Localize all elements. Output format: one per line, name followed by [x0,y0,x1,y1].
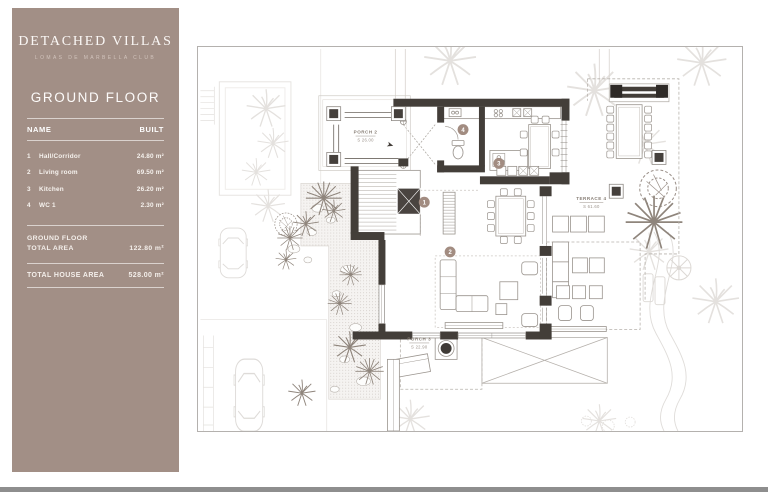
house-total [27,264,164,287]
col-built: BUILT [139,125,164,134]
porch3-label: PORCH 3 [407,336,432,342]
brand-subtitle: LOMAS DE MARBELLA CLUB [34,55,157,61]
floor-plan-panel [197,46,743,432]
area-table-rows [27,141,164,225]
col-name: NAME [27,125,52,134]
porch2-area: S 26.00 [357,137,374,143]
svg-text:3: 3 [497,161,501,168]
brand-block [12,34,179,61]
area-table-header [27,119,164,140]
svg-text:1: 1 [422,200,426,207]
divider [27,287,164,288]
house-total-value: 528.00 m² [128,272,164,280]
ground-floor-total-label: GROUND FLOOR TOTAL AREA [27,234,88,253]
table-row: 4 WC 1 2.30 m² [27,202,164,209]
area-table [27,118,164,288]
table-row: 3 Kitchen 26.20 m² [27,185,164,193]
table-row: 1 Hall/Corridor 24.80 m² [27,152,164,160]
floor-plan-drawing [198,47,742,431]
furniture [358,84,669,431]
brand-title: DETACHED VILLAS [18,34,173,49]
svg-text:4: 4 [461,127,465,134]
porch2-label: PORCH 2 [353,129,378,135]
ground-floor-total [27,226,164,264]
terrace4-area: S 61.60 [583,204,600,210]
table-row: 2 Living room 69.50 m² [27,169,164,176]
floor-title: GROUND FLOOR [30,90,161,105]
entrance-arrow [387,142,394,149]
room-marker-4 [458,124,469,135]
ground-floor-total-value: 122.80 m² [129,245,164,253]
info-sidebar [12,8,179,472]
room-marker-3 [493,158,504,169]
svg-text:2: 2 [448,250,452,257]
terrace4-label: TERRACE 4 [576,196,607,202]
house-total-label: TOTAL HOUSE AREA [27,272,105,280]
room-marker-2 [445,246,456,257]
footer-bar [0,487,768,492]
porch3-area: S 22.90 [411,344,428,350]
room-marker-1 [419,197,430,208]
